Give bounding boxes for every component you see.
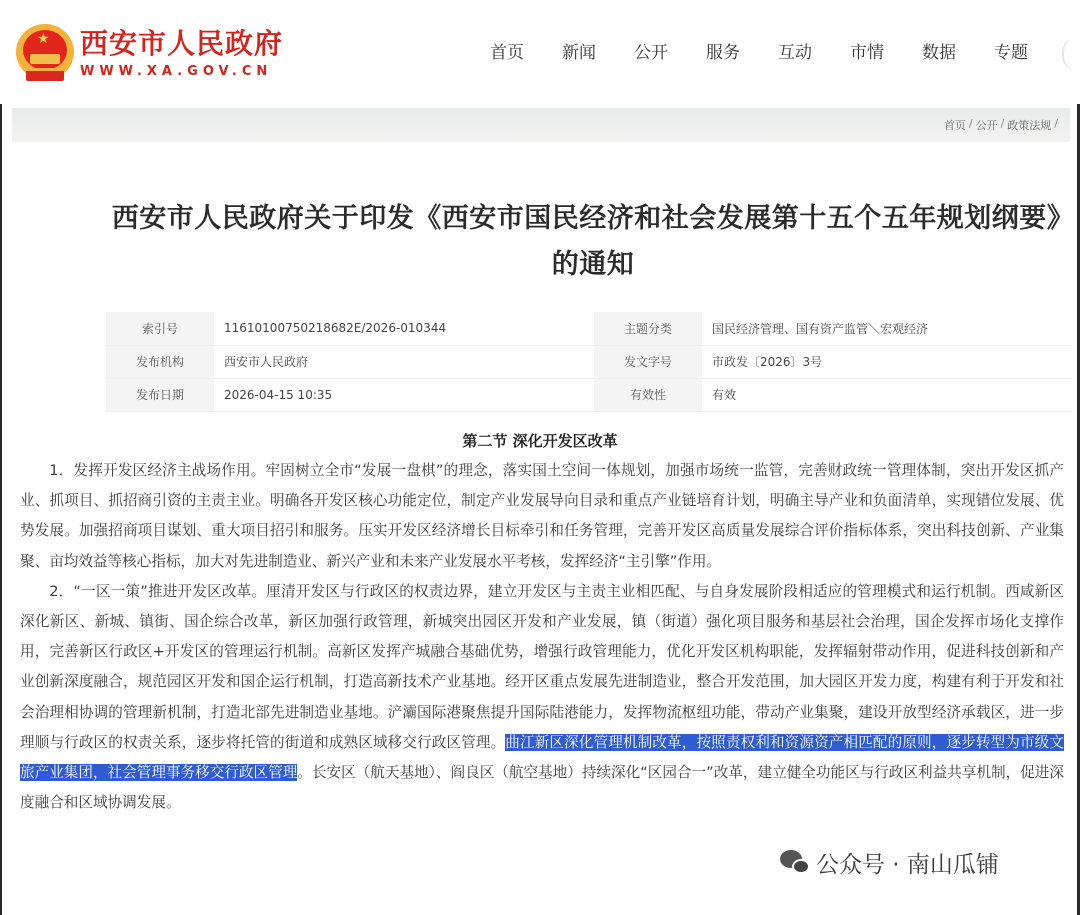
issuer-label: 发布机构 bbox=[106, 345, 214, 378]
site-title: 西安市人民政府 bbox=[80, 27, 284, 60]
breadcrumb-separator: / bbox=[968, 117, 973, 130]
breadcrumb-public[interactable]: 公开 bbox=[975, 119, 998, 132]
breadcrumb-home[interactable]: 首页 bbox=[943, 119, 966, 132]
paragraph-1: 1．发挥开发区经济主战场作用。牢固树立全市“发展一盘棋”的理念，落实国土空间一体规划，加强市场统一监管，完善财政统一管理体制，突出开发区抓产业、抓项目、抓招商引资的主责主业。明确各开发区核心功能定位，制定产业发展导向目录和重点产业链培育计划，明确主导产业和负面清单，实现错位发展、优势发展。加强招商项目谋划、重大项目招引和服务。压实开发区经济增长目标牵引和任务管理，完善开发区高质量发展综合评价指标体系，突出科技创新、产业集聚、亩均效益等核心指标，加大对先进制造业、新兴产业和未来产业发展水平考核，发挥经济“主引擎”作用。 bbox=[20, 462, 1064, 570]
paragraph-2-tail: 。长安区（航天基地）、阎良区（航空基地）持续深化“区园合一”改革，建立健全功能区与行政区利益共享机制，促进深度融合和区域协调发展。 bbox=[20, 764, 1064, 812]
breadcrumb-policy[interactable]: 政策法规 bbox=[1007, 119, 1052, 132]
paragraph-2-text: 2．“一区一策”推进开发区改革。厘清开发区与行政区的权责边界，建立开发区与主责主业相匹配、与自身发展阶段相适应的管理模式和运行机制。西咸新区深化新区、新城、镇街、国企综合改革，新区加强行政管理，新城突出园区开发和产业发展，镇（街道）强化项目服务和基层社会治理，国企发挥市场化支撑作用，完善新区行政区+开发区的管理运行机制。高新区发挥产城融合基础优势，增强行政管理能力，优化开发区机构职能，发挥辐射带动作用，促进科技创新和产业创新深度融合，规范园区开发和国企运行机制，打造高新技术产业基地。经开区重点发展先进制造业，整合开发范围，加大园区开发力度，构建有利于开发和社会治理相协调的管理新机制，打造北部先进制造业基地。浐灞国际港聚焦提升国际陆港能力，发挥物流枢纽功能，带动产业集聚，建设开放型经济承载区，进一步理顺与行政区的权责关系，逐步将托管的街道和成熟区域移交行政区管理。 bbox=[20, 582, 1064, 751]
site-logo[interactable] bbox=[16, 24, 283, 84]
nav-topics[interactable]: 专题 bbox=[994, 43, 1028, 63]
index-value: 11610100750218682E/2026-010344 bbox=[214, 312, 594, 345]
meta-row bbox=[106, 345, 1072, 378]
watermark-text: 公众号 · 南山瓜铺 bbox=[816, 852, 999, 878]
date-label: 发布日期 bbox=[106, 378, 214, 411]
document-body bbox=[20, 456, 1064, 818]
breadcrumb bbox=[944, 117, 1058, 133]
breadcrumb-separator: / bbox=[1000, 117, 1005, 130]
screen-frame-left bbox=[0, 0, 2, 915]
document-meta-table bbox=[106, 312, 1072, 412]
issuer-value: 西安市人民政府 bbox=[214, 345, 594, 378]
index-label: 索引号 bbox=[106, 312, 214, 345]
meta-row bbox=[106, 378, 1072, 411]
nav-data[interactable]: 数据 bbox=[922, 43, 956, 63]
nav-services[interactable]: 服务 bbox=[706, 43, 740, 63]
docno-label: 发文字号 bbox=[594, 345, 702, 378]
breadcrumb-bar bbox=[12, 108, 1070, 142]
section-heading: 第二节 深化开发区改革 bbox=[462, 432, 618, 450]
topic-value: 国民经济管理、国有资产监管＼宏观经济 bbox=[702, 312, 1072, 345]
docno-value: 市政发〔2026〕3号 bbox=[702, 345, 1072, 378]
site-url: WWW.XA.GOV.CN bbox=[80, 64, 273, 79]
site-header bbox=[0, 0, 1080, 104]
meta-row bbox=[106, 312, 1072, 345]
nav-interaction[interactable]: 互动 bbox=[778, 43, 812, 63]
wechat-watermark bbox=[780, 846, 999, 879]
breadcrumb-separator: / bbox=[1054, 117, 1058, 130]
nav-news[interactable]: 新闻 bbox=[562, 43, 596, 63]
date-value: 2026-04-15 10:35 bbox=[214, 378, 594, 411]
highlighted-text-selection[interactable]: 曲江新区深化管理机制改革，按照责权利和资源资产相匹配的原则，逐步转型为市级文旅产业集团，社会管理事务移交行政区管理 bbox=[20, 733, 1064, 782]
wechat-icon bbox=[780, 850, 810, 876]
nav-city-info[interactable]: 市情 bbox=[850, 43, 884, 63]
nav-public[interactable]: 公开 bbox=[634, 43, 668, 63]
validity-label: 有效性 bbox=[594, 378, 702, 411]
validity-value: 有效 bbox=[702, 378, 1072, 411]
main-nav bbox=[490, 40, 1066, 66]
paragraph-2 bbox=[20, 577, 1064, 819]
nav-home[interactable]: 首页 bbox=[490, 43, 524, 63]
national-emblem-icon: ★ bbox=[16, 24, 74, 84]
topic-label: 主题分类 bbox=[594, 312, 702, 345]
page-title: 西安市人民政府关于印发《西安市国民经济和社会发展第十五个五年规划纲要》的通知 bbox=[111, 203, 1075, 280]
